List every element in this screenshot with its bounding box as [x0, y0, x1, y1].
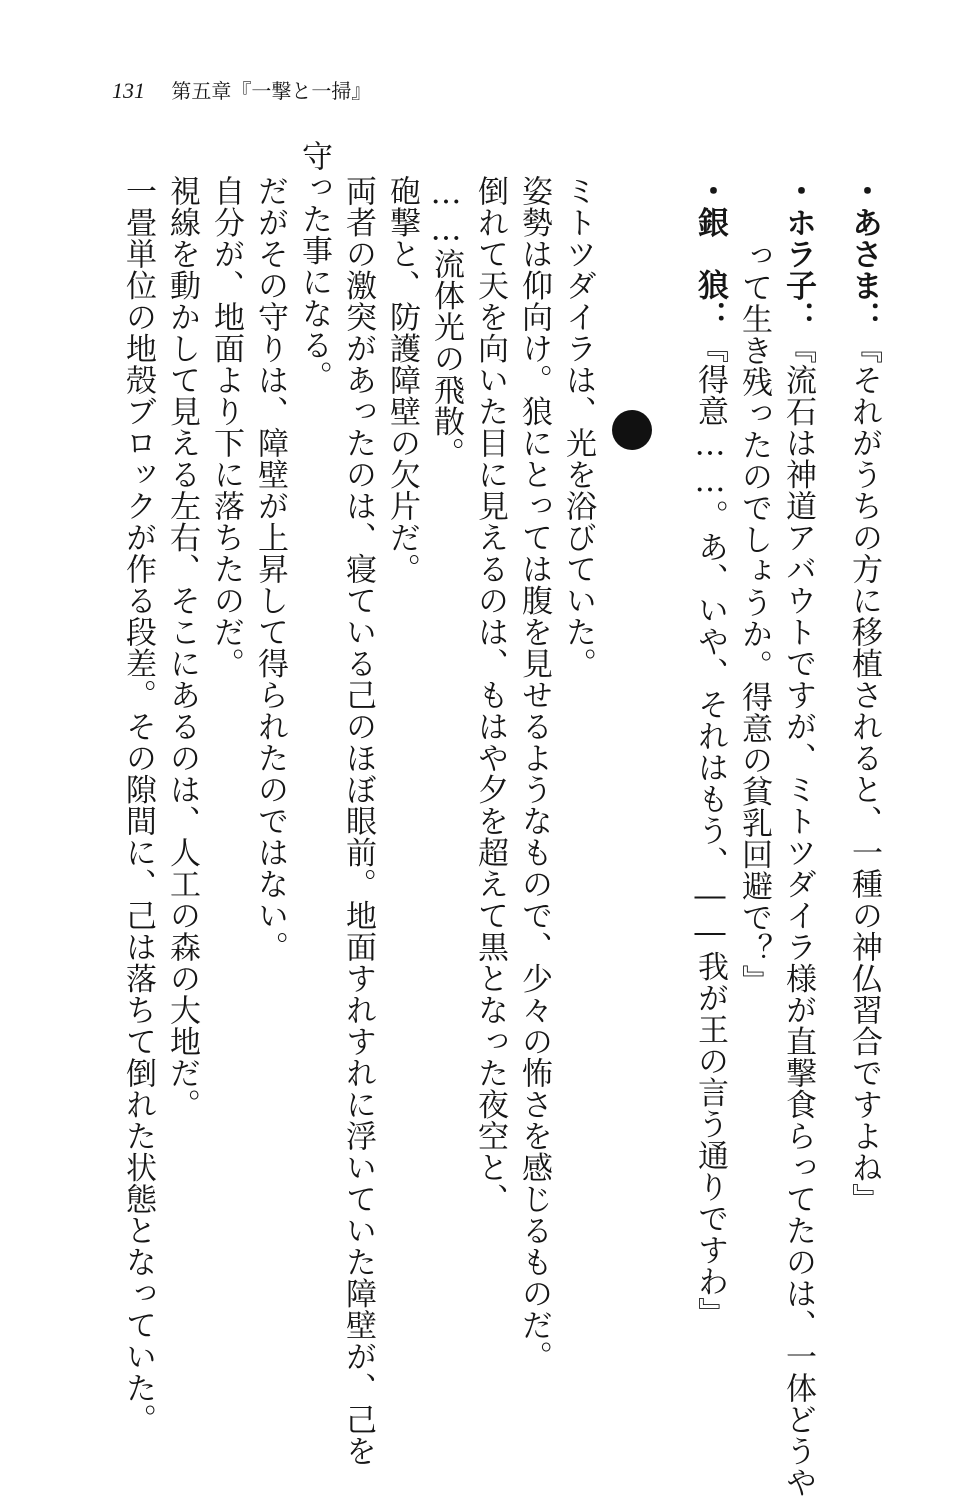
section-break-dot — [612, 410, 652, 450]
chapter-title: 第五章『一撃と一掃』 — [171, 79, 371, 103]
body-line: 守った事になる。 — [298, 140, 329, 392]
dialogue-line-2: ・ホラ子：『流石は神道アバウトですが、ミトツダイラ様が直撃食らってたのは、一体どうや — [782, 175, 813, 1498]
speaker-name: 銀 — [692, 207, 728, 239]
dialogue-text: 『流石は神道アバウトですが、ミトツダイラ様が直撃食らってたのは、一体どうや — [780, 333, 816, 1498]
body-line: 砲撃と、防護障壁の欠片だ。 — [386, 175, 417, 585]
page-number: 131 — [112, 78, 145, 103]
dialogue-line-4: ・銀狼：『得意……。あ、いや、それはもう、――我が王の言う通りですわ』 — [694, 175, 725, 1329]
body-line: ミトツダイラは、光を浴びていた。 — [562, 175, 593, 679]
body-line: だがその守りは、障壁が上昇して得られたのではない。 — [254, 175, 285, 963]
dialogue-text: って生き残ったのでしょうか。得意の貧乳回避で？』 — [736, 240, 772, 996]
body-line: 両者の激突があったのは、寝ている己のほぼ眼前。地面すれすれに浮いていた障壁が、己を — [342, 175, 373, 1467]
dialogue-line-3 — [738, 240, 769, 996]
body-line: 視線を動かして見える左右、そこにあるのは、人工の森の大地だ。 — [166, 175, 197, 1120]
speaker-name: あさま — [846, 207, 882, 302]
body-line: 姿勢は仰向け。狼にとっては腹を見せるようなもので、少々の怖さを感じるものだ。 — [518, 175, 549, 1372]
body-line: 倒れて天を向いた目に見えるのは、もはや夕を超えて黒となった夜空と、 — [474, 175, 505, 1215]
body-line: 自分が、地面より下に落ちたのだ。 — [210, 175, 241, 679]
speaker-name: ホラ子 — [780, 207, 816, 302]
running-header — [112, 80, 371, 102]
dialogue-text: 『それがうちの方に移植されると、一種の神仏習合ですよね』 — [846, 333, 882, 1215]
body-line: 一畳単位の地殻ブロックが作る段差。その隙間に、己は落ちて倒れた状態となっていた。 — [122, 175, 153, 1435]
body-line: ……流体光の飛散。 — [430, 175, 461, 469]
dialogue-text: 『得意……。あ、いや、それはもう、――我が王の言う通りですわ』 — [692, 332, 728, 1329]
dialogue-line-1: ・あさま：『それがうちの方に移植されると、一種の神仏習合ですよね』 — [848, 175, 879, 1215]
